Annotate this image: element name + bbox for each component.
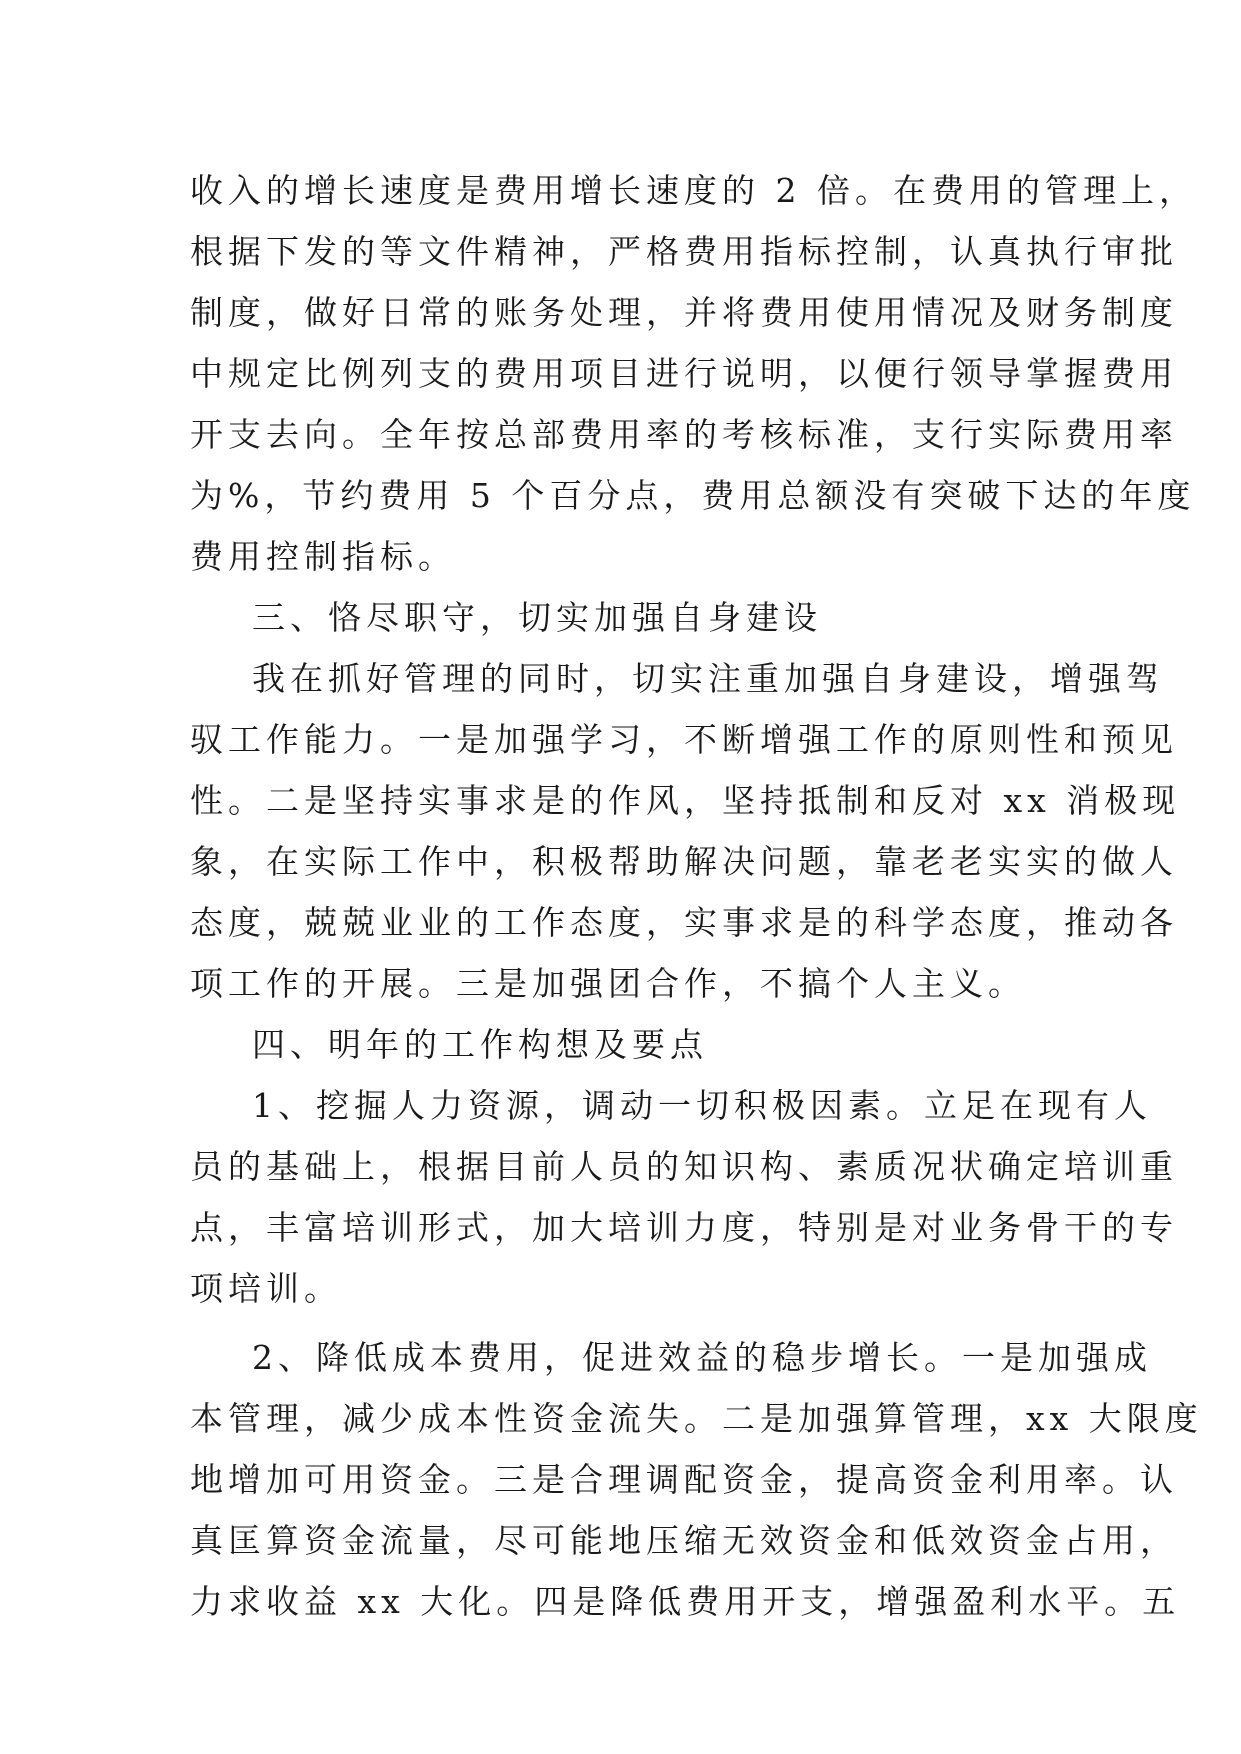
text-line: 收入的增长速度是费用增长速度的 2 倍。在费用的管理上， <box>190 171 1197 210</box>
text-line: 中规定比例列支的费用项目进行说明，以便行领导掌握费用 <box>190 354 1178 393</box>
text-line: 三、恪尽职守，切实加强自身建设 <box>252 598 822 637</box>
text-line: 项培训。 <box>190 1269 342 1308</box>
text-line: 性。二是坚持实事求是的作风，坚持抵制和反对 xx 消极现 <box>190 781 1181 820</box>
text-line: 我在抓好管理的同时，切实注重加强自身建设，增强驾 <box>252 659 1164 698</box>
text-line: 地增加可用资金。三是合理调配资金，提高资金利用率。认 <box>190 1460 1178 1499</box>
text-line: 员的基础上，根据目前人员的知识构、素质况状确定培训重 <box>190 1147 1178 1186</box>
text-line: 象，在实际工作中，积极帮助解决问题，靠老老实实的做人 <box>190 842 1178 881</box>
text-line: 为%，节约费用 5 个百分点，费用总额没有突破下达的年度 <box>190 476 1196 515</box>
text-line: 2、降低成本费用，促进效益的稳步增长。一是加强成 <box>252 1338 1152 1377</box>
text-line: 1、挖掘人力资源，调动一切积极因素。立足在现有人 <box>252 1086 1152 1125</box>
text-line: 根据下发的等文件精神，严格费用指标控制，认真执行审批 <box>190 232 1178 271</box>
text-line: 点，丰富培训形式，加大培训力度，特别是对业务骨干的专 <box>190 1208 1178 1247</box>
text-line: 本管理，减少成本性资金流失。二是加强算管理，xx 大限度 <box>190 1399 1203 1438</box>
text-line: 制度，做好日常的账务处理，并将费用使用情况及财务制度 <box>190 293 1178 332</box>
text-line: 力求收益 xx 大化。四是降低费用开支，增强盈利水平。五 <box>190 1582 1181 1621</box>
text-line: 费用控制指标。 <box>190 537 456 576</box>
text-line: 四、明年的工作构想及要点 <box>252 1025 708 1064</box>
text-line: 项工作的开展。三是加强团合作，不搞个人主义。 <box>190 964 1026 1003</box>
document-body <box>190 160 1203 1632</box>
text-line: 开支去向。全年按总部费用率的考核标准，支行实际费用率 <box>190 415 1178 454</box>
text-line: 态度，兢兢业业的工作态度，实事求是的科学态度，推动各 <box>190 903 1178 942</box>
text-line: 真匡算资金流量，尽可能地压缩无效资金和低效资金占用， <box>190 1521 1178 1560</box>
text-line: 驭工作能力。一是加强学习，不断增强工作的原则性和预见 <box>190 720 1178 759</box>
